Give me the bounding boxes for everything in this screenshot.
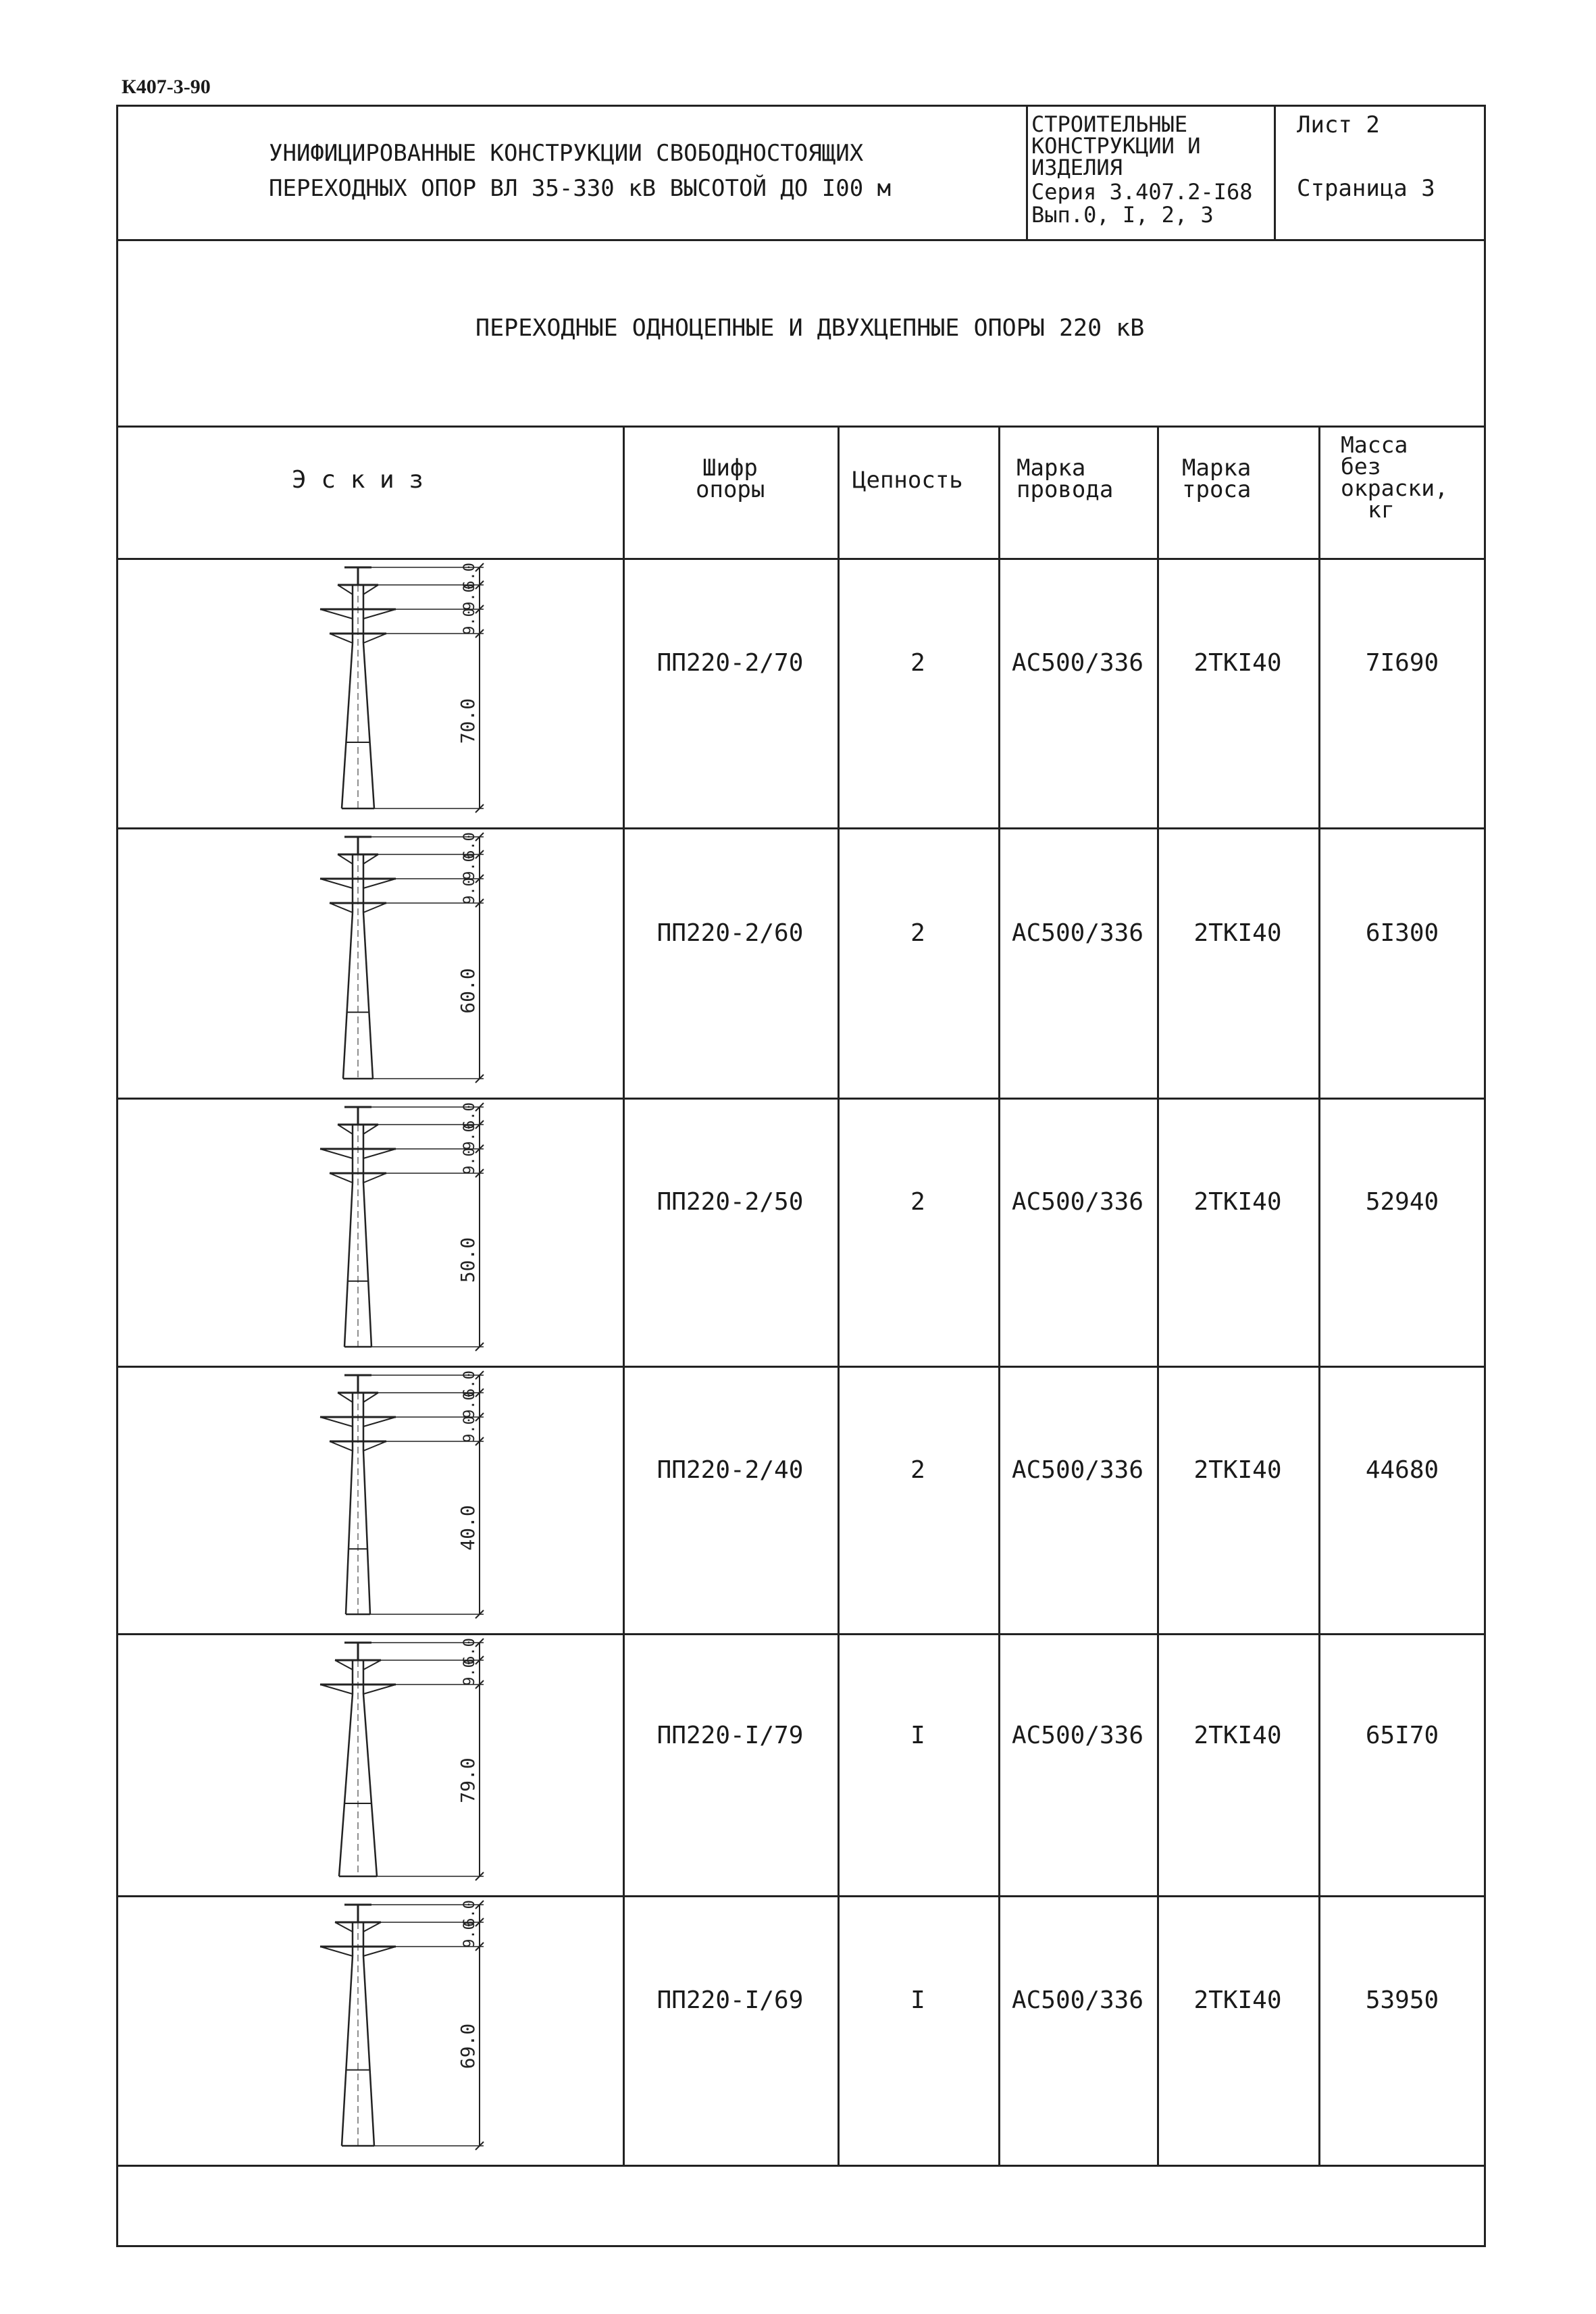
series-line-5: Вып.0, I, 2, 3: [1031, 202, 1214, 228]
dimension-label: 6.0: [461, 1102, 478, 1129]
cell-mass: 6I300: [1365, 919, 1439, 947]
dimension-label: 50.0: [457, 1237, 479, 1283]
cell-cable: 2ТКI40: [1193, 919, 1282, 947]
cell-cable: 2ТКI40: [1193, 1986, 1282, 2015]
cell-circuits: I: [910, 1986, 925, 2015]
cell-circuits: I: [910, 1721, 925, 1749]
header-wire-l1: Марка: [1016, 455, 1086, 482]
cell-mass: 65I70: [1365, 1721, 1439, 1749]
tower-sketch: [155, 1098, 561, 1366]
main-title-line-1: УНИФИЦИРОВАННЫЕ КОНСТРУКЦИИ СВОБОДНОСТОЯЩИХ: [269, 140, 864, 167]
header-code-l1: Шифр: [702, 455, 758, 482]
cell-wire: АС500/336: [1011, 1986, 1144, 2015]
cell-circuits: 2: [910, 1188, 925, 1216]
header-cable-l1: Марка: [1182, 455, 1252, 482]
series-line-4: Серия 3.407.2-I68: [1031, 179, 1253, 205]
cell-code: ПП220-2/50: [657, 1188, 804, 1216]
cell-code: ПП220-2/70: [657, 649, 804, 677]
tower-sketch: [155, 1633, 561, 1895]
series-line-2: КОНСТРУКЦИИ И: [1031, 133, 1201, 159]
dimension-label: 9.0: [461, 1921, 478, 1948]
col-line-5: [1318, 426, 1320, 2165]
cell-code: ПП220-2/60: [657, 919, 804, 947]
cell-wire: АС500/336: [1011, 1456, 1144, 1484]
main-title-line-2: ПЕРЕХОДНЫХ ОПОР ВЛ 35-330 кВ ВЫСОТОЙ ДО I00 м: [269, 175, 892, 202]
title-block-bottom-line: [116, 239, 1486, 241]
header-mass-l1: Масса: [1341, 432, 1408, 458]
dimension-label: 6.0: [461, 1638, 478, 1665]
dimension-label: 6.0: [461, 1900, 478, 1927]
title-block-divider-2: [1274, 105, 1276, 240]
cell-cable: 2ТКI40: [1193, 1188, 1282, 1216]
cell-circuits: 2: [910, 919, 925, 947]
header-wire-l2: провода: [1016, 476, 1114, 503]
tower-sketch: [155, 827, 561, 1098]
cell-wire: АС500/336: [1011, 1721, 1144, 1749]
dimension-label: 9.0: [461, 1123, 478, 1150]
dimension-label: 9.0: [461, 853, 478, 880]
header-mass-l2: без: [1341, 453, 1381, 480]
dimension-label: 9.0: [461, 1391, 478, 1418]
dimension-label: 69.0: [457, 2023, 479, 2069]
cell-cable: 2ТКI40: [1193, 649, 1282, 677]
dimension-label: 9.0: [461, 1148, 478, 1175]
dimension-label: 9.0: [461, 608, 478, 635]
header-sketch: Э с к и з: [292, 466, 424, 494]
page-number: Страница 3: [1297, 175, 1435, 202]
cell-wire: АС500/336: [1011, 919, 1144, 947]
header-circuits: Цепность: [852, 467, 963, 494]
dimension-label: 9.0: [461, 1416, 478, 1443]
dimension-label: 60.0: [457, 968, 479, 1014]
header-mass-l3: окраски,: [1341, 475, 1448, 501]
dimension-label: 79.0: [457, 1757, 479, 1803]
cell-wire: АС500/336: [1011, 1188, 1144, 1216]
dimension-label: 70.0: [457, 698, 479, 744]
tower-sketch: [155, 1895, 561, 2165]
section-bottom-line: [116, 426, 1486, 428]
sheet-number: Лист 2: [1297, 111, 1380, 138]
cell-cable: 2ТКI40: [1193, 1456, 1282, 1484]
col-line-2: [838, 426, 840, 2165]
dimension-label: 6.0: [461, 1370, 478, 1397]
cell-mass: 52940: [1365, 1188, 1439, 1216]
dimension-label: 9.0: [461, 584, 478, 611]
header-mass-l4: кг: [1368, 496, 1395, 523]
dimension-label: 6.0: [461, 563, 478, 590]
header-cable-l2: троса: [1182, 476, 1252, 503]
document-code: К407-3-90: [122, 76, 211, 98]
cell-wire: АС500/336: [1011, 649, 1144, 677]
dimension-label: 40.0: [457, 1505, 479, 1551]
col-line-4: [1157, 426, 1159, 2165]
row-line-6: [116, 2165, 1486, 2167]
cell-mass: 7I690: [1365, 649, 1439, 677]
cell-circuits: 2: [910, 649, 925, 677]
dimension-label: 9.0: [461, 877, 478, 904]
dimension-label: 9.0: [461, 1659, 478, 1686]
header-code-l2: опоры: [696, 476, 765, 503]
cell-code: ПП220-2/40: [657, 1456, 804, 1484]
tower-sketch: [155, 558, 561, 827]
title-block-divider-1: [1026, 105, 1028, 240]
cell-code: ПП220-I/69: [657, 1986, 804, 2015]
cell-code: ПП220-I/79: [657, 1721, 804, 1749]
cell-circuits: 2: [910, 1456, 925, 1484]
dimension-label: 6.0: [461, 832, 478, 859]
col-line-3: [998, 426, 1000, 2165]
cell-cable: 2ТКI40: [1193, 1721, 1282, 1749]
col-line-1: [623, 426, 625, 2165]
tower-sketch: [155, 1366, 561, 1633]
cell-mass: 44680: [1365, 1456, 1439, 1484]
cell-mass: 53950: [1365, 1986, 1439, 2015]
section-title: ПЕРЕХОДНЫЕ ОДНОЦЕПНЫЕ И ДВУХЦЕПНЫЕ ОПОРЫ 220 кВ: [475, 315, 1145, 342]
series-line-3: ИЗДЕЛИЯ: [1031, 155, 1123, 180]
series-line-1: СТРОИТЕЛЬНЫЕ: [1031, 111, 1188, 137]
